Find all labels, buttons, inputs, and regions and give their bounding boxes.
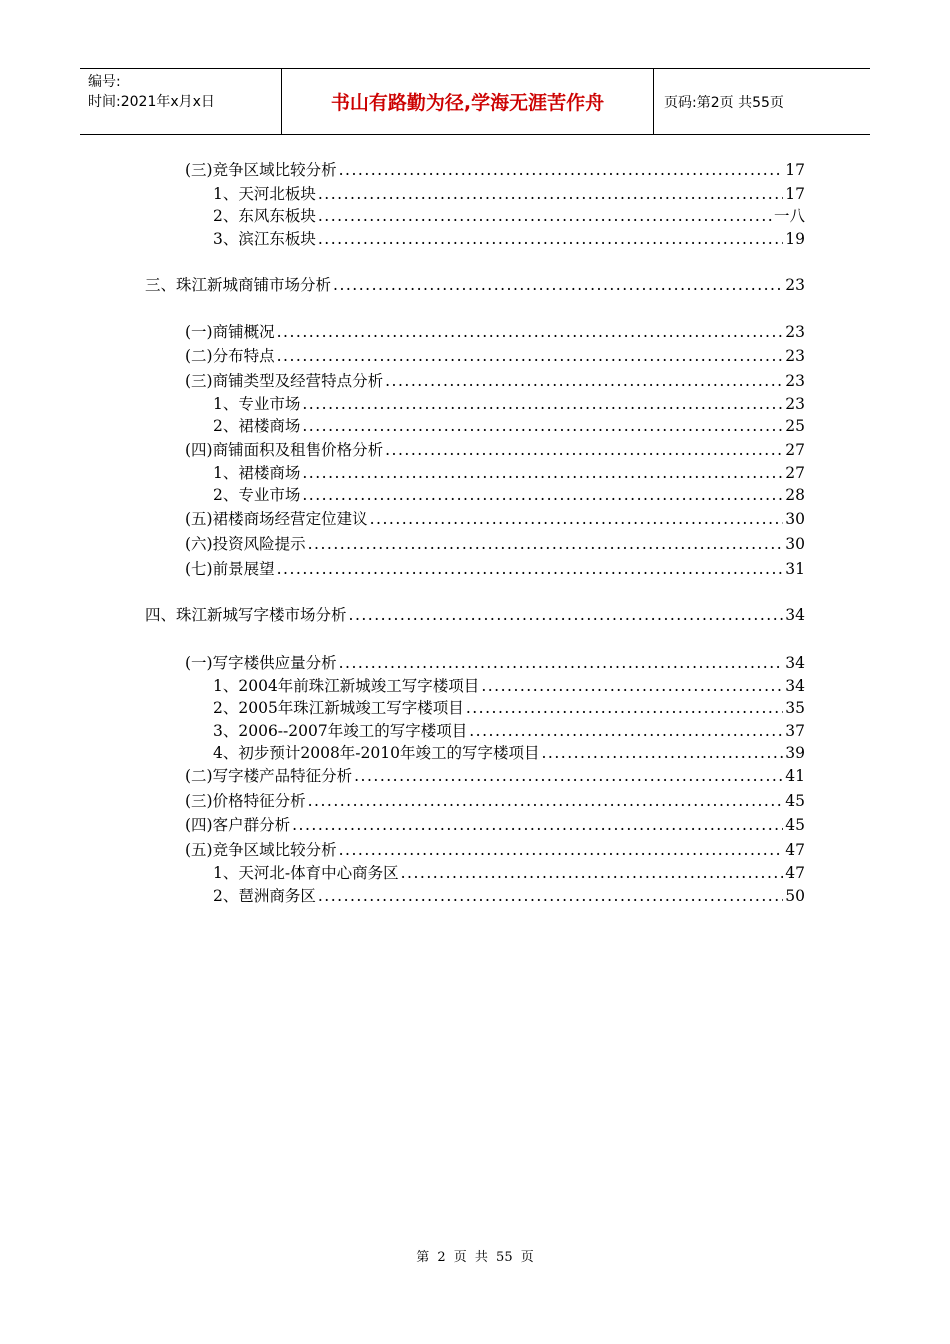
toc-entry-page: 39 [785,744,805,762]
toc-entry-page: 19 [785,230,805,248]
toc-entry-title: 1、专业市场 [213,395,301,413]
toc-entry-title: (五)竞争区域比较分析 [185,841,337,859]
toc-entry-page: 17 [785,185,805,203]
page-header [80,68,870,135]
toc-entry[interactable] [213,484,805,506]
toc-entry-title: (四)商铺面积及租售价格分析 [185,441,384,459]
toc-entry[interactable] [185,558,805,580]
toc-entry-page: 27 [785,441,805,459]
toc-entry[interactable] [185,814,805,836]
toc-entry-title: 2、琶洲商务区 [213,887,316,905]
toc-leader-dots [385,370,783,392]
toc-entry-page: 47 [785,864,805,882]
toc-entry-title: 2、2005年珠江新城竣工写字楼项目 [213,699,464,717]
toc-entry[interactable] [185,533,805,555]
toc-leader-dots [292,814,783,836]
toc-leader-dots [349,604,784,626]
toc-entry-title: (一)商铺概况 [185,323,275,341]
toc-leader-dots [277,345,784,367]
toc-entry-title: 1、2004年前珠江新城竣工写字楼项目 [213,677,480,695]
toc-entry-page: 34 [785,606,805,624]
toc-entry-page: 37 [785,722,805,740]
toc-leader-dots [302,393,783,415]
toc-leader-dots [542,742,784,764]
toc-entry[interactable] [213,393,805,415]
toc-entry[interactable] [185,439,805,461]
toc-entry[interactable] [213,697,805,719]
toc-leader-dots [339,159,784,181]
toc-leader-dots [401,862,784,884]
time-label: 时间:2021年x月x日 [88,94,215,110]
toc-leader-dots [318,885,783,907]
toc-entry-page: 45 [785,792,805,810]
toc-leader-dots [466,697,783,719]
toc-entry-title: 1、天河北板块 [213,185,316,203]
toc-entry-title: (四)客户群分析 [185,816,291,834]
toc-leader-dots [308,790,784,812]
toc-leader-dots [302,484,783,506]
toc-leader-dots [277,558,784,580]
toc-leader-dots [481,675,783,697]
toc-leader-dots [333,274,783,296]
toc-entry-page: 35 [785,699,805,717]
toc-leader-dots [370,508,784,530]
toc-leader-dots [318,183,783,205]
toc-entry-title: 三、珠江新城商铺市场分析 [145,276,332,294]
toc-entry[interactable] [185,159,805,181]
toc-entry-page: 27 [785,464,805,482]
toc-entry-page: 34 [785,677,805,695]
toc-entry[interactable] [185,790,805,812]
toc-entry[interactable] [213,183,805,205]
toc-leader-dots [385,439,783,461]
toc-entry-title: (六)投资风险提示 [185,535,306,553]
toc-entry-title: (二)写字楼产品特征分析 [185,767,353,785]
toc-entry-title: (一)写字楼供应量分析 [185,654,337,672]
toc-entry[interactable] [185,345,805,367]
toc-entry[interactable] [213,862,805,884]
toc-entry-page: 28 [785,486,805,504]
toc-entry-title: 四、珠江新城写字楼市场分析 [145,606,347,624]
toc-entry[interactable] [213,885,805,907]
toc-entry-page: 23 [785,395,805,413]
toc-entry-page: 23 [785,347,805,365]
toc-entry-page: 23 [785,276,805,294]
header-page-info: 页码:第2页 共55页 [664,94,784,111]
toc-leader-dots [302,415,783,437]
toc-entry[interactable] [213,720,805,742]
toc-entry-title: 1、天河北-体育中心商务区 [213,864,399,882]
toc-entry-title: 1、裙楼商场 [213,464,301,482]
toc-entry[interactable] [185,321,805,343]
toc-entry-title: (三)商铺类型及经营特点分析 [185,372,384,390]
toc-entry[interactable] [185,839,805,861]
toc-leader-dots [339,652,784,674]
toc-entry-page: 34 [785,654,805,672]
page-footer: 第 2 页 共 55 页 [416,1250,534,1265]
toc-entry[interactable] [213,675,805,697]
toc-leader-dots [469,720,783,742]
toc-entry-page: 17 [785,161,805,179]
toc-entry-title: (三)竞争区域比较分析 [185,161,337,179]
header-motto: 书山有路勤为径,学海无涯苦作舟 [282,69,654,134]
toc-entry-title: 4、初步预计2008年-2010年竣工的写字楼项目 [213,744,540,762]
header-meta [80,69,282,134]
toc-entry-title: 2、专业市场 [213,486,301,504]
toc-entry-page: 41 [785,767,805,785]
toc-entry-title: 2、裙楼商场 [213,417,301,435]
toc-entry[interactable] [213,742,805,764]
toc-leader-dots [308,533,784,555]
toc-entry[interactable] [185,652,805,674]
toc-entry-page: 45 [785,816,805,834]
number-label: 编号: [88,74,121,90]
toc-entry[interactable] [213,462,805,484]
toc-entry[interactable] [213,228,805,250]
toc-entry-page: 一八 [773,207,805,225]
toc-leader-dots [318,205,772,227]
toc-entry-page: 23 [785,372,805,390]
toc-entry-page: 23 [785,323,805,341]
toc-entry[interactable] [145,604,805,626]
toc-entry[interactable] [185,508,805,530]
toc-leader-dots [318,228,783,250]
toc-leader-dots [302,462,783,484]
toc-leader-dots [354,765,783,787]
toc-entry-title: (七)前景展望 [185,560,275,578]
toc-leader-dots [339,839,784,861]
toc-entry[interactable] [213,205,805,227]
toc-entry-page: 31 [785,560,805,578]
toc-entry[interactable] [185,765,805,787]
toc-entry-title: (二)分布特点 [185,347,275,365]
toc-entry-page: 47 [785,841,805,859]
toc-entry-page: 25 [785,417,805,435]
toc-entry-title: 3、滨江东板块 [213,230,316,248]
toc-leader-dots [277,321,784,343]
toc-entry[interactable] [145,274,805,296]
toc-entry[interactable] [185,370,805,392]
toc-entry-title: 2、东风东板块 [213,207,316,225]
toc-entry-title: 3、2006--2007年竣工的写字楼项目 [213,722,468,740]
toc-entry-title: (五)裙楼商场经营定位建议 [185,510,368,528]
toc-entry-page: 30 [785,510,805,528]
toc-entry-title: (三)价格特征分析 [185,792,306,810]
toc-entry-page: 50 [785,887,805,905]
toc-entry[interactable] [213,415,805,437]
toc-entry-page: 30 [785,535,805,553]
